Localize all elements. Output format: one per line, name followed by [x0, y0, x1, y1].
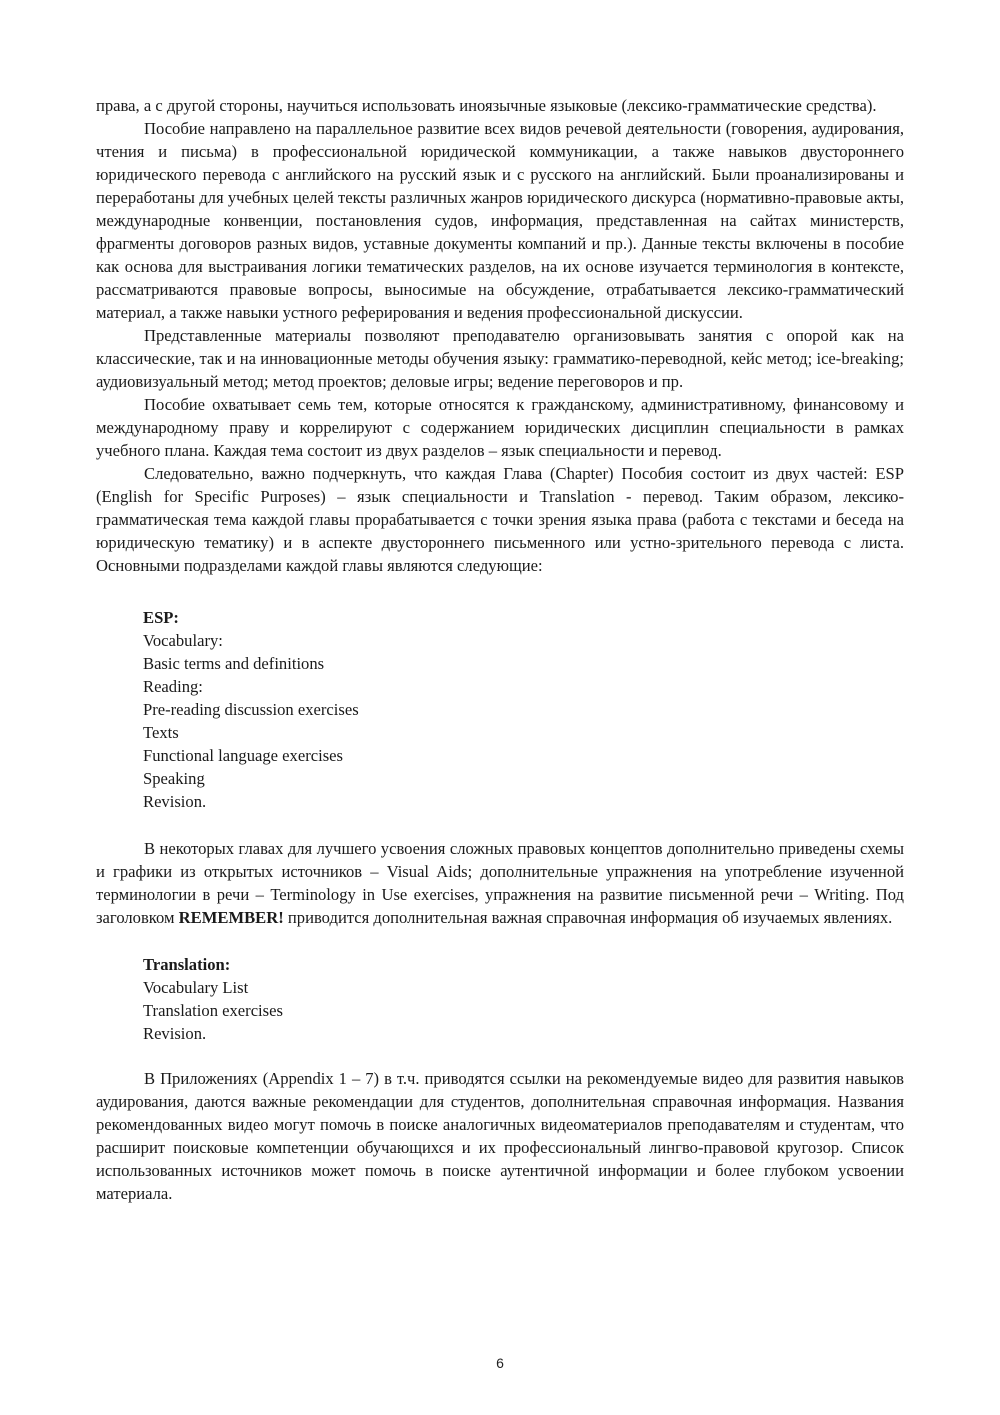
- remember-heading: REMEMBER!: [178, 908, 284, 927]
- document-page: [96, 94, 904, 1205]
- paragraph-additional-text-start: В некоторых главах для лучшего усвоения сложных правовых концептов дополнительно приведены схемы и графики из открытых источников – Visual Aids; дополнительные упражнения на употребление изученной терминологии в речи – Terminology in Use exercises, упражнения на развитие письменной речи – Writing. Под заголовком: [96, 839, 904, 927]
- esp-item: Speaking: [143, 769, 205, 788]
- paragraph-topics: Пособие охватывает семь тем, которые относятся к гражданскому, административному, финансовому и международному праву и коррелируют с содержанием юридических дисциплин специальности в рамках учебного плана. Каждая тема состоит из двух разделов – язык специальности и перевод.: [96, 395, 904, 460]
- esp-item: Revision.: [143, 792, 207, 811]
- translation-section-title: Translation:: [143, 955, 231, 974]
- paragraph-intro-continuation: права, а с другой стороны, научиться использовать иноязычные языковые (лексико-грамматические средства).: [96, 96, 877, 115]
- translation-item: Revision.: [143, 1024, 207, 1043]
- paragraph-additional-text-end: приводится дополнительная важная справочная информация об изучаемых явлениях.: [283, 908, 893, 927]
- esp-item: Texts: [143, 723, 179, 742]
- translation-section: [96, 953, 904, 1045]
- translation-item: Translation exercises: [143, 1001, 283, 1020]
- paragraph-additional-materials: [96, 837, 904, 929]
- esp-item: Pre-reading discussion exercises: [143, 700, 359, 719]
- esp-section: [96, 606, 904, 813]
- paragraph-chapter-structure: Следовательно, важно подчеркнуть, что каждая Глава (Chapter) Пособия состоит из двух частей: ESP (English for Specific Purposes) – язык специальности и Translation - перевод. Таким образом, лексико-грамматическая тема каждой главы прорабатывается с точки зрения языка права (работа с текстами и беседа на юридическую тематику) и в аспекте двустороннего письменного или устно-зрительного перевода с листа. Основными подразделами каждой главы являются следующие:: [96, 464, 904, 575]
- paragraph-appendices: В Приложениях (Appendix 1 – 7) в т.ч. приводятся ссылки на рекомендуемые видео для развития навыков аудирования, даются важные рекомендации для студентов, дополнительная справочная информация. Названия рекомендованных видео могут помочь в поиске аналогичных видеоматериалов преподавателям и студентам, что расширит поисковые компетенции обучающихся и их профессиональный лингво-правовой кругозор. Список использованных источников может помочь в поиске аутентичной информации и более глубоком усвоении материала.: [96, 1069, 904, 1203]
- esp-item: Functional language exercises: [143, 746, 343, 765]
- esp-item: Reading:: [143, 677, 203, 696]
- esp-item: Vocabulary:: [143, 631, 223, 650]
- paragraph-teaching-methods: Представленные материалы позволяют преподавателю организовывать занятия с опорой как на классические, так и на инновационные методы обучения языку: грамматико-переводной, кейс метод; ice-breaking; аудиовизуальный метод; метод проектов; деловые игры; ведение переговоров и пр.: [96, 326, 904, 391]
- esp-section-title: ESP:: [143, 608, 179, 627]
- esp-item: Basic terms and definitions: [143, 654, 325, 673]
- translation-item: Vocabulary List: [143, 978, 249, 997]
- page-number: 6: [496, 1355, 504, 1371]
- paragraph-speech-activities: Пособие направлено на параллельное развитие всех видов речевой деятельности (говорения, аудирования, чтения и письма) в профессиональной юридической коммуникации, а также навыков двустороннего юридического перевода с английского на русский язык и с русского на английский. Были проанализированы и переработаны для учебных целей тексты различных жанров юридического дискурса (нормативно-правовые акты, международные конвенции, постановления судов, информация, представленная на сайтах министерств, фрагменты договоров разных видов, уставные документы компаний и пр.). Данные тексты включены в пособие как основа для выстраивания логики тематических разделов, на их основе изучается терминология в контексте, рассматриваются правовые вопросы, выносимые на обсуждение, отрабатывается лексико-грамматический материал, а также навыки устного реферирования и ведения профессиональной дискуссии.: [96, 119, 904, 322]
